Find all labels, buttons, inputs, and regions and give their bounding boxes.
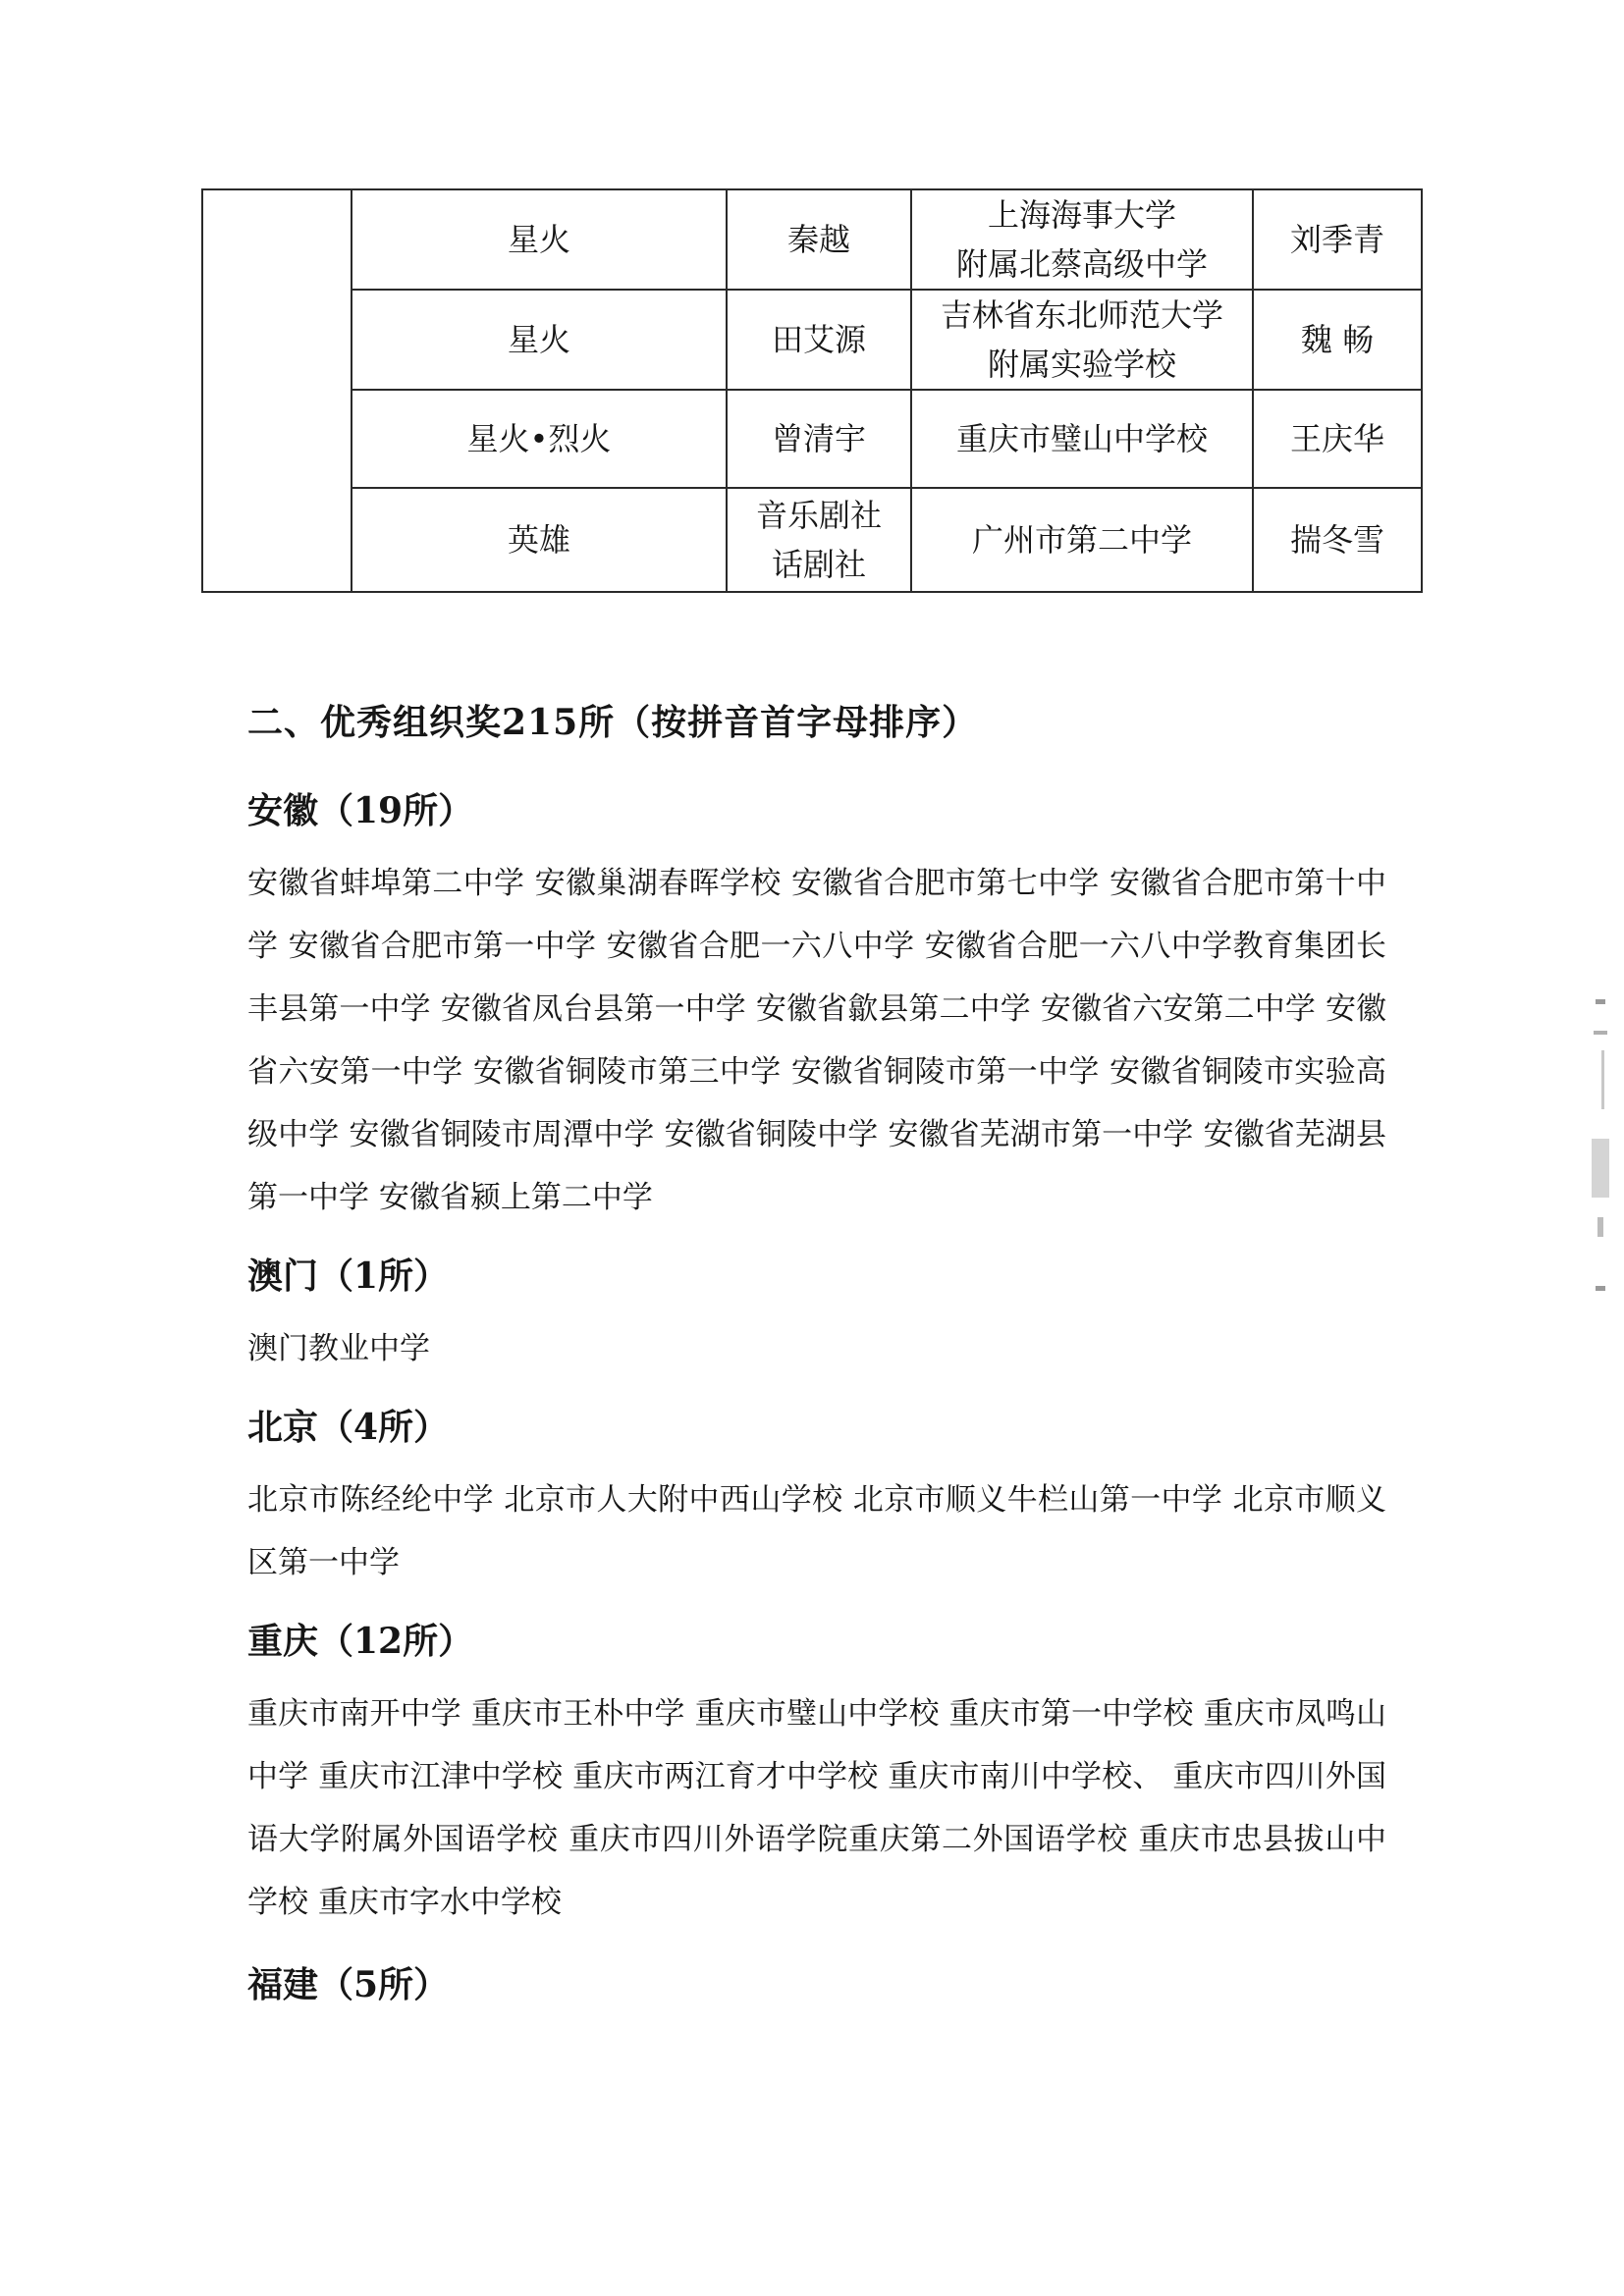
region-beijing: [247, 1400, 1386, 1594]
school-cell-line: 附属北蔡高级中学: [955, 245, 1208, 283]
region-title: 澳门（1所）: [247, 1255, 450, 1297]
school-name: 安徽省芜湖市第一中学: [888, 1117, 1194, 1152]
school-name: 重庆市江津中学校: [318, 1759, 564, 1794]
school-name: 安徽省铜陵市第三中学: [472, 1054, 782, 1090]
school-name: 安徽巢湖春晖学校: [534, 866, 782, 901]
school-name: 重庆市两江育才中学校: [572, 1759, 879, 1794]
performer-cell-line: 音乐剧社: [755, 497, 882, 534]
region-macau: [247, 1249, 1386, 1380]
school-name: 北京市陈经纶中学: [247, 1482, 495, 1518]
performer-cell: 田艾源: [727, 290, 911, 390]
teacher-cell: 揣冬雪: [1253, 488, 1422, 592]
section-title: 二、优秀组织奖215所（按拼音首字母排序）: [247, 702, 979, 743]
school-name: 安徽省铜陵市第一中学: [790, 1054, 1100, 1090]
performer-cell: 曾清宇: [727, 390, 911, 488]
school-name: 安徽省歙县第二中学: [755, 991, 1031, 1027]
school-list: [247, 1682, 1386, 1934]
school-name: 安徽省合肥市第七中学: [790, 866, 1100, 901]
school-name: 重庆市凤鸣山中学: [247, 1696, 1387, 1794]
school-cell: [911, 189, 1253, 290]
school-cell-line: 上海海事大学: [987, 196, 1176, 234]
school-name: 安徽省颍上第二中学: [378, 1180, 653, 1215]
school-list: [247, 1468, 1386, 1594]
region-title: 重庆（12所）: [247, 1621, 474, 1662]
performer-cell: [727, 488, 911, 592]
school-name: 安徽省合肥市第一中学: [288, 929, 597, 964]
school-name: 安徽省铜陵中学: [664, 1117, 879, 1152]
region-title: 北京（4所）: [247, 1407, 450, 1448]
awards-table: [201, 188, 1423, 593]
table-row: [202, 290, 1422, 390]
school-name: 重庆市璧山中学校: [694, 1696, 940, 1732]
school-cell: [911, 290, 1253, 390]
performer-cell-line: 话剧社: [771, 546, 866, 583]
school-cell-line: 重庆市璧山中学校: [955, 420, 1208, 457]
school-name: 安徽省凤台县第一中学: [440, 991, 746, 1027]
school-name: 重庆市四川外国语大学附属外国语学校: [247, 1759, 1387, 1857]
school-cell-line: 附属实验学校: [987, 346, 1176, 383]
school-name: 安徽省合肥一六八中学: [606, 929, 915, 964]
teacher-cell: 刘季青: [1253, 189, 1422, 290]
school-list: [247, 852, 1386, 1229]
teacher-cell: 魏 畅: [1253, 290, 1422, 390]
work-title-cell: 星火: [352, 290, 727, 390]
region-fujian: [247, 1957, 1386, 2012]
school-name: 北京市顺义牛栏山第一中学: [852, 1482, 1223, 1518]
school-name: 重庆市字水中学校: [317, 1885, 562, 1920]
teacher-cell: 王庆华: [1253, 390, 1422, 488]
school-name: 澳门教业中学: [247, 1331, 430, 1366]
school-name: 重庆市四川外语学院重庆第二外国语学校: [568, 1822, 1128, 1857]
school-cell-line: 广州市第二中学: [971, 521, 1192, 559]
region-chongqing: [247, 1614, 1386, 1934]
school-name: 安徽省铜陵市实验高级中学: [247, 1054, 1386, 1152]
school-name: 重庆市南开中学: [247, 1696, 461, 1732]
school-name: 安徽省芜湖县第一中学: [247, 1117, 1387, 1215]
school-name: 重庆市南川中学校、: [888, 1759, 1164, 1794]
school-name: 安徽省铜陵市周潭中学: [349, 1117, 655, 1152]
school-name: 安徽省六安第一中学: [247, 991, 1387, 1090]
region-title: 安徽（19所）: [247, 790, 474, 831]
work-title-cell: 星火•烈火: [352, 390, 727, 488]
performer-cell: 秦越: [727, 189, 911, 290]
school-name: 安徽省六安第二中学: [1040, 991, 1316, 1027]
table-row: [202, 189, 1422, 290]
region-anhui: [247, 783, 1386, 1229]
school-name: 安徽省合肥市第十中学: [247, 866, 1387, 964]
region-title: 福建（5所）: [247, 1964, 450, 2005]
work-title-cell: 英雄: [352, 488, 727, 592]
school-name: 北京市人大附中西山学校: [504, 1482, 843, 1518]
scan-edge-marks: [1586, 991, 1615, 1306]
table-row: [202, 488, 1422, 592]
school-name: 安徽省合肥一六八中学教育集团长丰县第一中学: [247, 929, 1386, 1027]
school-cell-line: 吉林省东北师范大学: [940, 296, 1223, 334]
table-row: [202, 390, 1422, 488]
school-name: 重庆市忠县拔山中学校: [247, 1822, 1386, 1920]
school-cell: [911, 390, 1253, 488]
school-list: [247, 1317, 1386, 1380]
school-name: 重庆市王朴中学: [470, 1696, 685, 1732]
work-title-cell: 星火: [352, 189, 727, 290]
school-name: 重庆市第一中学校: [948, 1696, 1194, 1732]
school-name: 安徽省蚌埠第二中学: [247, 866, 525, 901]
awards-table-body: [202, 189, 1422, 592]
merged-category-cell: [202, 189, 352, 592]
school-cell: [911, 488, 1253, 592]
school-name: 北京市顺义区第一中学: [247, 1482, 1387, 1580]
